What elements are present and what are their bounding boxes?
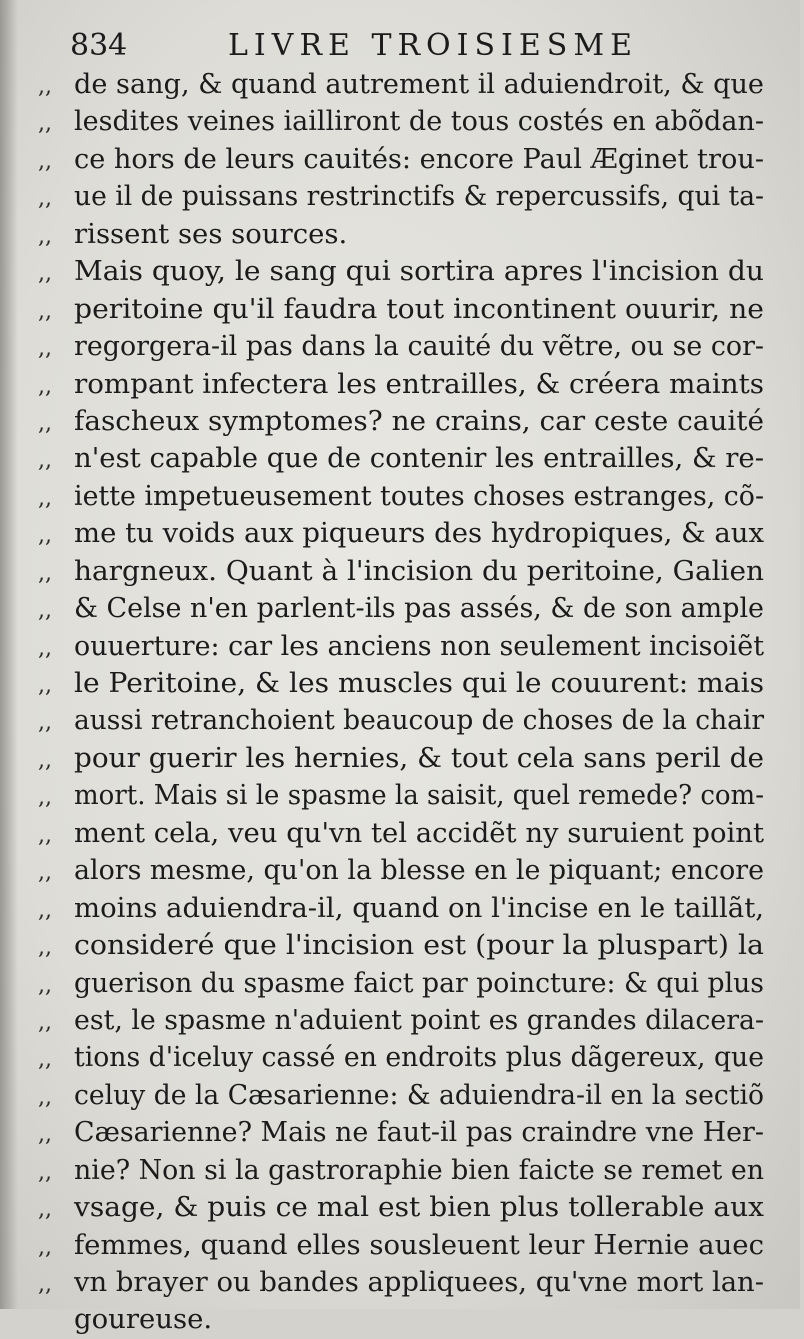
marginal-quote-mark: ,, (38, 560, 52, 586)
line-text: peritoine qu'il faudra tout incontinent ouurir, ne (74, 292, 764, 325)
text-line (38, 103, 768, 140)
text-line (38, 291, 768, 328)
line-text: ouuerture: car les anciens non seulement incisoiẽt (74, 629, 764, 662)
marginal-quote-mark: ,, (38, 111, 52, 137)
line-text: rissent ses sources. (74, 217, 348, 250)
line-text: vsage, & puis ce mal est bien plus tollerable aux (74, 1191, 764, 1224)
text-line (38, 1002, 768, 1039)
text-line (38, 515, 768, 552)
marginal-quote-mark: ,, (38, 485, 52, 511)
marginal-quote-mark: ,, (38, 223, 52, 249)
line-text: vn brayer ou bandes appliquees, qu'vne mort lan- (74, 1266, 764, 1298)
text-line (38, 927, 768, 964)
marginal-quote-mark: ,, (38, 1009, 52, 1035)
text-line (38, 1227, 768, 1264)
line-text: est, le spasme n'aduient point es grandes dilacera- (74, 1003, 764, 1036)
line-text: & Celse n'en parlent-ils pas assés, & de son ample (74, 592, 764, 625)
text-line (38, 702, 768, 739)
marginal-quote-mark: ,, (38, 935, 52, 961)
text-line (38, 366, 768, 403)
marginal-quote-mark: ,, (38, 1272, 52, 1297)
line-text: goureuse. (74, 1303, 213, 1336)
text-line (38, 403, 768, 440)
marginal-quote-mark: ,, (38, 1122, 52, 1148)
body-text (38, 66, 768, 1339)
running-title: LIVRE TROISIESME (228, 28, 638, 63)
marginal-quote-mark: ,, (38, 747, 52, 773)
marginal-quote-mark: ,, (38, 186, 52, 212)
marginal-quote-mark: ,, (38, 785, 52, 811)
line-text: celuy de la Cæsarienne: & aduiendra-il en la sectiõ (74, 1078, 764, 1111)
text-line (38, 253, 768, 290)
text-line (38, 66, 768, 103)
line-text: aussi retranchoient beaucoup de choses de la chair (74, 704, 764, 737)
line-text: hargneux. Quant à l'incision du peritoine, Galien (74, 554, 764, 587)
marginal-quote-mark: ,, (38, 261, 52, 287)
line-text: lesdites veines iailliront de tous costés en abõdan- (74, 105, 764, 138)
line-text: Cæsarienne? Mais ne faut-il pas craindre vne Her- (74, 1116, 764, 1149)
text-line (38, 852, 768, 889)
line-text: ue il de puissans restrinctifs & repercussifs, qui ta- (74, 180, 764, 213)
marginal-quote-mark: ,, (38, 897, 52, 923)
text-line (38, 1152, 768, 1189)
line-text: ment cela, veu qu'vn tel accidẽt ny suruient point (74, 816, 764, 849)
marginal-quote-mark: ,, (38, 822, 52, 848)
line-text: femmes, quand elles sousleuent leur Hernie auec (74, 1228, 764, 1261)
text-line (38, 178, 768, 215)
line-text: alors mesme, qu'on la blesse en le piquant; encore (74, 854, 764, 887)
marginal-quote-mark: ,, (38, 373, 52, 399)
text-line (38, 478, 768, 515)
marginal-quote-mark: ,, (38, 298, 52, 324)
marginal-quote-mark: ,, (38, 710, 52, 736)
marginal-quote-mark: ,, (38, 598, 52, 624)
marginal-quote-mark: ,, (38, 972, 52, 998)
line-text: me tu voids aux piqueurs des hydropiques, & aux (74, 517, 764, 550)
page-number: 834 (70, 28, 128, 63)
text-line (38, 141, 768, 178)
line-text: moins aduiendra-il, quand on l'incise en le taillãt, (74, 891, 764, 924)
line-text: consideré que l'incision est (pour la pluspart) la (74, 929, 764, 962)
marginal-quote-mark: ,, (38, 410, 52, 436)
page-header (70, 26, 790, 66)
marginal-quote-mark: ,, (38, 1084, 52, 1110)
text-line (38, 628, 768, 665)
gutter-shadow (0, 0, 18, 1309)
marginal-quote-mark: ,, (38, 448, 52, 474)
line-text: n'est capable que de contenir les entrailles, & re- (74, 442, 764, 475)
text-line (38, 1264, 768, 1301)
text-line (38, 1301, 768, 1338)
marginal-quote-mark: ,, (38, 1197, 52, 1223)
line-text: mort. Mais si le spasme la saisit, quel remede? com- (74, 779, 764, 812)
text-line (38, 1039, 768, 1076)
line-text: fascheux symptomes? ne crains, car ceste cauité (74, 404, 764, 437)
text-line (38, 216, 768, 253)
text-line (38, 1114, 768, 1151)
text-line (38, 815, 768, 852)
marginal-quote-mark: ,, (38, 1234, 52, 1260)
line-text: tions d'iceluy cassé en endroits plus dãgereux, que (74, 1041, 764, 1074)
marginal-quote-mark: ,, (38, 74, 52, 99)
line-text: pour guerir les hernies, & tout cela sans peril de (74, 741, 764, 774)
text-line (38, 440, 768, 477)
marginal-quote-mark: ,, (38, 860, 52, 886)
line-text: rompant infectera les entrailles, & créera maints (74, 367, 764, 400)
marginal-quote-mark: ,, (38, 336, 52, 362)
line-text: le Peritoine, & les muscles qui le couurent: mais (74, 667, 764, 699)
text-line (38, 965, 768, 1002)
line-text: de sang, & quand autrement il aduiendroit, & que (74, 68, 764, 100)
line-text: ce hors de leurs cauités: encore Paul Æginet trou- (74, 142, 764, 175)
marginal-quote-mark: ,, (38, 1047, 52, 1073)
line-text: Mais quoy, le sang qui sortira apres l'incision du (74, 255, 764, 288)
marginal-quote-mark: ,, (38, 673, 52, 698)
text-line (38, 553, 768, 590)
line-text: guerison du spasme faict par poincture: & qui plus (74, 966, 764, 999)
text-line (38, 740, 768, 777)
marginal-quote-mark: ,, (38, 635, 52, 661)
text-line (38, 590, 768, 627)
text-line (38, 665, 768, 702)
text-line (38, 1189, 768, 1226)
text-line (38, 777, 768, 814)
line-text: iette impetueusement toutes choses estranges, cõ- (74, 479, 764, 512)
line-text: nie? Non si la gastroraphie bien faicte se remet en (74, 1153, 764, 1186)
text-line (38, 890, 768, 927)
marginal-quote-mark: ,, (38, 1159, 52, 1185)
marginal-quote-mark: ,, (38, 148, 52, 174)
text-line (38, 1077, 768, 1114)
text-line (38, 328, 768, 365)
marginal-quote-mark: ,, (38, 523, 52, 549)
line-text: regorgera-il pas dans la cauité du vẽtre, ou se cor- (74, 330, 764, 363)
